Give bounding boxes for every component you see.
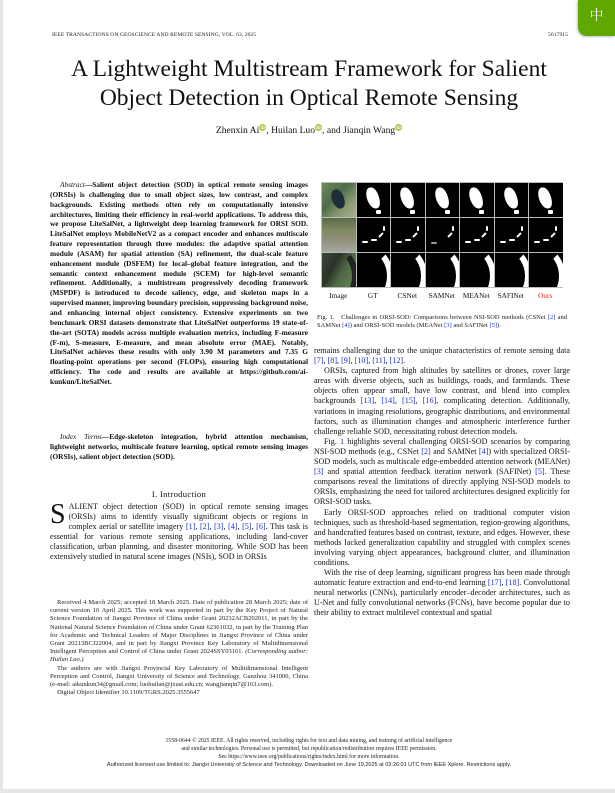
intro-text: . This task is essential for various remote sensing applications, including land-cover classification, urban planning, and disaster monitoring. While SOD has been extensively studied in natural scene images (NSIs), SOD in ORSIs <box>50 522 309 562</box>
copyright-notice <box>3 737 615 762</box>
saliency-map <box>391 253 425 287</box>
text-run: , <box>368 356 373 366</box>
text-run: ) with specialized ORSI-SOD models, such as multiscale edge-embedded attention network (MEANet) <box>314 446 570 467</box>
paragraph <box>314 437 570 508</box>
citation-link[interactable]: [16] <box>422 396 437 406</box>
saliency-map <box>495 183 529 217</box>
abstract-label: Abstract <box>60 180 85 189</box>
citation-link[interactable]: [9] <box>341 356 351 366</box>
saliency-map <box>529 218 563 252</box>
citation-link[interactable]: [5] <box>242 522 252 532</box>
citation-link[interactable]: [8] <box>327 356 338 366</box>
text-run: remains challenging due to the unique characteristics of remote sensing data <box>314 346 570 355</box>
figure-image-river <box>322 253 356 287</box>
figure-label: Image <box>329 291 348 300</box>
caption-text <box>317 314 567 329</box>
text-run: , <box>415 396 423 406</box>
section-heading-introduction: I. Introduction <box>151 489 207 499</box>
saliency-map <box>495 253 529 287</box>
citation-link[interactable]: [10] <box>354 356 369 366</box>
author-separator: , <box>266 125 272 137</box>
caption-label: Fig. 1. <box>317 314 335 321</box>
footnote <box>50 599 308 697</box>
text-run: . <box>403 356 406 366</box>
paragraph <box>314 568 570 618</box>
paragraph <box>314 346 570 366</box>
copyright-line: 1558-0644 © 2025 IEEE. All rights reserved, including rights for text and data mining, and training of artificial intelligence <box>165 738 453 744</box>
saliency-map <box>357 253 391 287</box>
footnote-affiliation: The authors are with Jiangxi Provincial Key Laboratory of Multidimensional Intelligent Perception and Control, Jiangxi University of Science and Technology, Ganzhou 341000, China (e-mail: aikunkun34@gmail.com; luohuilan@jxust.edu.cn; wangjianqin7@163.com). <box>50 664 308 689</box>
citation-link[interactable]: [1] <box>185 522 196 532</box>
footnote-doi: Digital Object Identifier 10.1109/TGRS.2025.3555647 <box>57 689 200 697</box>
author-separator: , and <box>322 125 344 137</box>
text-run: , <box>323 356 328 366</box>
body-right-column <box>314 346 570 619</box>
saliency-map <box>357 183 391 217</box>
translate-icon: 中 <box>589 8 604 24</box>
text-run: , <box>337 356 342 366</box>
citation-link[interactable]: [5] <box>489 322 498 330</box>
translate-button[interactable] <box>578 0 615 36</box>
text-run: With the rise of deep learning, significant progress has been made through automatic feature extraction and end-to-end learning <box>314 568 570 588</box>
citation-link[interactable]: [2] <box>199 522 210 532</box>
citation-link[interactable]: [5] <box>535 467 545 477</box>
figure-label: SAMNet <box>428 291 455 300</box>
citation-link[interactable]: [12] <box>389 356 404 366</box>
text-run: and SAMNet <box>317 314 568 330</box>
figure-label: MEANet <box>462 291 490 300</box>
authorized-use-notice: Authorized licensed use limited to: Jiangxi University of Science and Technology. Downloaded on June 19,2025 at 03:26:01 UTC from IEEE Xplore. Restrictions apply. <box>106 762 512 768</box>
figure-label-ours: Ours <box>538 291 553 300</box>
saliency-map <box>391 218 425 252</box>
figure-1 <box>317 182 568 331</box>
citation-link[interactable]: [2] <box>421 446 431 456</box>
saliency-map <box>460 218 494 252</box>
paragraph <box>314 508 570 569</box>
saliency-map <box>391 183 425 217</box>
copyright-line: See https://www.ieee.org/publications/rights/index.html for more information. <box>218 754 400 761</box>
citation-link[interactable]: [17] <box>487 578 502 588</box>
text-run: Early ORSI-SOD approaches relied on traditional computer vision techniques, such as threshold-based segmentation, region-growing algorithms, and handcrafted features based on contrast, texture, and edges. However, these methods lacked generalization capability and struggled with complex scenes involving varying object appearances, background clutter, and illumination conditions. <box>314 507 570 567</box>
title-line-1: A Lightweight Multistream Framework for Salient <box>71 56 547 82</box>
intro-first-word: ALIENT <box>68 502 98 511</box>
text-run: ). <box>497 322 501 330</box>
index-terms-label: Index Terms <box>60 432 102 441</box>
author-name: Huilan Luo <box>271 125 316 137</box>
figure-label: SAFINet <box>497 291 524 300</box>
footnote-corresponding-author: (Corresponding author: Huilan Luo.) <box>50 648 308 664</box>
figure-column-labels <box>321 291 563 300</box>
text-run: ORSIs, captured from high altitudes by satellites or drones, cover large areas with diverse objects, such as buildings, roads, and farmlands. These objects often appear small, have low contrast, and blend into complex backgrounds <box>314 366 570 406</box>
figure-label: GT <box>367 291 378 300</box>
figure-image-lake <box>322 183 356 217</box>
intro-paragraph: SALIENT object detection (SOD) in optical remote sensing images (ORSIs) aims to identify visually significant objects or regions in complex aerial or satellite imagery [1], [2], [3], [4], [5], [6]. This task is essential for various remote sensing applications, including land-cover classification, urban planning, and disaster monitoring. While SOD has been extensively studied in natural scene images (NSIs), SOD in ORSIs <box>50 499 309 562</box>
text-run: ) and ORSI-SOD models (MEANet <box>349 322 445 330</box>
orcid-icon[interactable]: iD <box>260 125 266 130</box>
citation-link[interactable]: [13] <box>360 396 375 406</box>
index-terms-text: Edge-skeleton integration, hybrid attention mechanism, lightweight networks, multiscale feature learning, optical remote sensing images (ORSIs), salient object detection (SOD). <box>50 432 308 461</box>
pdf-page <box>3 0 615 789</box>
citation-link[interactable]: [4] <box>342 322 350 330</box>
text-run: , <box>394 396 403 406</box>
abstract <box>50 180 308 387</box>
author-name: Zhenxin Ai <box>215 125 260 137</box>
index-terms-dash: — <box>101 432 110 441</box>
text-run: Challenges in ORSI-SOD: Comparisons between NSI-SOD methods (CSNet <box>341 314 548 321</box>
citation-link[interactable]: [7] <box>314 356 324 366</box>
title-line-2: Object Detection in Optical Remote Sensing <box>99 85 519 111</box>
orcid-icon[interactable]: iD <box>396 125 401 130</box>
citation-link[interactable]: [4] <box>478 446 489 456</box>
text-run: , complicating detection. Additionally, variations in imaging resolutions, geographic distributions, and environmental factors, such as illumination changes and atmospheric interference further challenge reliable SOD, necessitating robust detection models. <box>314 396 571 436</box>
text-run: highlights several challenging ORSI-SOD scenarios by comparing NSI-SOD methods (e.g., CSNet <box>314 436 570 456</box>
figure-image-grid <box>321 182 563 288</box>
figure-label: CSNet <box>397 291 417 300</box>
footnote-received: Received 4 March 2025; accepted 18 March 2025. Date of publication 28 March 2025; date of current version 10 April 2025. This work was supported in part by the Key Project of Natural Science Foundation of Jiangxi Province of China under Grant 20232ACB202011, in part by the National Natural Science Foundation of China under Grant 62361032, in part by the Training Plan for Academic and Technical Leaders of Major Disciplines in Jiangxi Province of China under Grant 20213BCJ22004, and in part by Jiangxi Province Key Laboratory of Multidimensional Intelligent Perception and Control of China under Grant 2024SSY03161. <box>50 599 308 656</box>
drop-cap: S <box>50 499 66 530</box>
text-run: Fig. <box>324 436 341 446</box>
saliency-map <box>460 253 494 287</box>
author-name: Jianqin Wang <box>343 125 396 137</box>
text-run: , <box>385 356 390 366</box>
citation-link[interactable]: [2] <box>547 314 556 321</box>
article-number: 5617915 <box>548 32 568 38</box>
author-list <box>3 124 615 136</box>
saliency-map <box>426 183 460 217</box>
saliency-map <box>357 218 391 252</box>
paragraph <box>314 366 570 437</box>
paper-title <box>3 55 615 113</box>
saliency-map <box>529 183 563 217</box>
running-head <box>52 32 568 38</box>
citation-link[interactable]: [3] <box>444 322 452 330</box>
text-run: . Convolutional neural networks (CNNs), particularly encoder–decoder architectures, such as U-Net and fully convolutional networks (FCNs), have become popular due to their ability to extract multilevel contextual and spatial <box>314 578 570 618</box>
citation-link[interactable]: 1 <box>340 436 345 446</box>
saliency-map <box>426 218 460 252</box>
saliency-map <box>460 183 494 217</box>
text-run: and SAFINet <box>451 322 490 330</box>
saliency-map <box>529 253 563 287</box>
intro-text: object detection (SOD) in optical remote sensing images (ORSIs) aims to identify visually significant objects or regions in complex aerial or satellite imagery <box>68 502 308 532</box>
index-terms <box>50 432 308 462</box>
citation-link[interactable]: [3] <box>213 522 224 532</box>
text-run: and spatial attention feedback iteration network (SAFINet) <box>323 467 536 477</box>
text-run: , <box>350 356 355 366</box>
copyright-line: and similar technologies. Personal use is permitted, but republication/redistribution requires IEEE permission. <box>181 746 437 753</box>
saliency-map <box>495 218 529 252</box>
journal-name: IEEE TRANSACTIONS ON GEOSCIENCE AND REMOTE SENSING, VOL. 63, 2025 <box>52 32 257 38</box>
text-run: , <box>374 396 382 406</box>
citation-link[interactable]: [3] <box>314 467 324 477</box>
citation-link[interactable]: [14] <box>381 396 395 406</box>
citation-link[interactable]: [6] <box>256 522 266 532</box>
text-run: . These comparisons reveal the limitations of directly applying NSI-SOD models to ORSIs, emphasizing the need for tailored architectures designed explicitly for ORSI-SOD tasks. <box>314 467 570 507</box>
saliency-map <box>426 253 460 287</box>
figure-caption <box>317 314 567 331</box>
abstract-dash: — <box>84 180 93 189</box>
citation-link[interactable]: [18] <box>505 578 520 588</box>
citation-link[interactable]: [4] <box>228 522 238 532</box>
figure-image-cars <box>322 218 356 252</box>
citation-link[interactable]: [15] <box>402 396 416 406</box>
text-run: , <box>501 578 506 588</box>
text-run: and SAMNet <box>430 446 479 456</box>
citation-link[interactable]: [11] <box>372 356 386 366</box>
orcid-icon[interactable]: iD <box>316 125 321 130</box>
abstract-text: Salient object detection (SOD) in optical remote sensing images (ORSIs) is challenging due to small object sizes, low contrast, and complex backgrounds. Existing methods often rely on computationally intensive architectures, limiting their efficiency in real-world applications. To address this, we propose LiteSalNet, a lightweight deep learning framework for ORSI SOD. LiteSalNet employs MobileNetV2 as a compact encoder and enhances multiscale feature representation through three modules: the adaptive spatial attention module (ASAM) for spatial attention (SA) refinement, the dual-scale feature enhancement module (DSFEM) for local–global feature integration, and the semantic context enhancement module (SCEM) for high-level semantic refinement. Additionally, a multistream progressively decoding framework (MSPDF) is introduced to decode saliency, edge, and skeleton maps in a supervised manner, improving boundary precision, suppressing background noise, and enhancing internal object consistency. Extensive experiments on two benchmark ORSI datasets demonstrate that LiteSalNet outperforms 19 state-of-the-art (SOTA) models across multiple evaluation metrics, including F-measure (F-m), S-measure, E-measure, and mean absolute error (MAE). Notably, LiteSalNet achieves these results with only 3.90 M parameters and 7.35 G floating-point operations per second (FLOPs), ensuring high computational efficiency. The code and results are available at https://github.com/ai-kunkun/LiteSalNet. <box>50 180 308 386</box>
